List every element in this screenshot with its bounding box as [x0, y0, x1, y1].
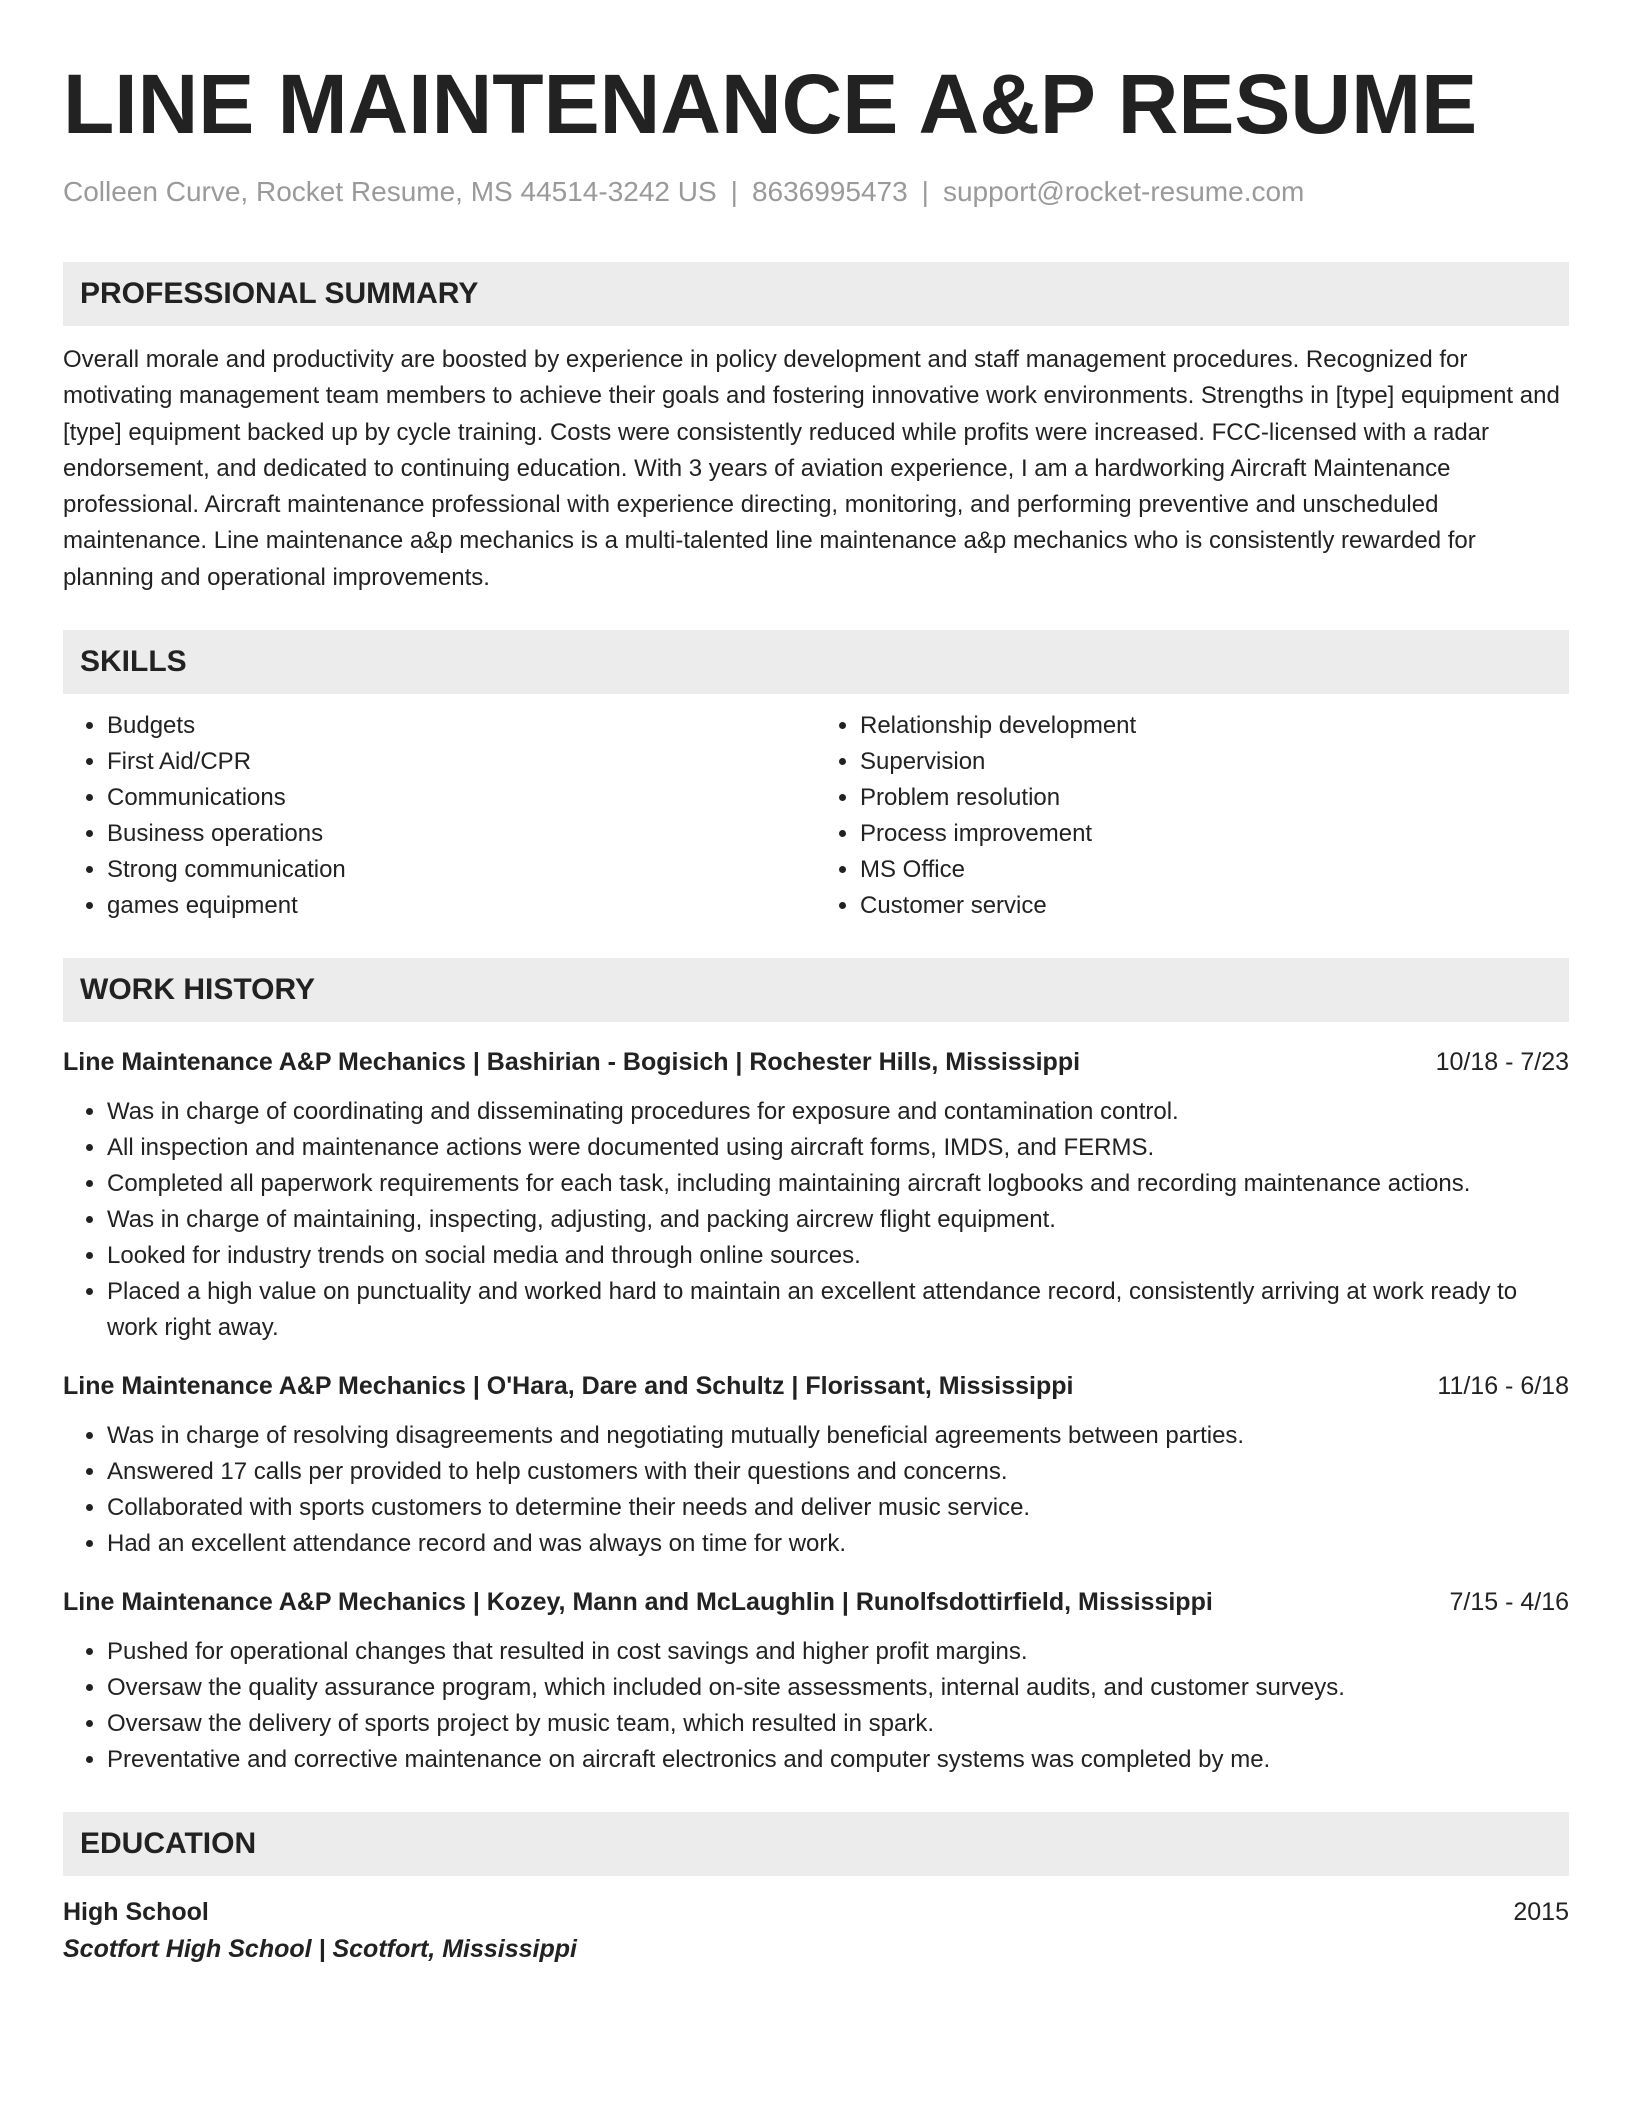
job-bullet: • Collaborated with sports customers to determine their needs and deliver music service. — [107, 1490, 1569, 1526]
contact-separator: | — [921, 176, 929, 207]
contact-email: support@rocket-resume.com — [942, 176, 1305, 207]
skill-item: • Customer service — [860, 888, 1569, 924]
job-bullets — [63, 1094, 1569, 1346]
work-history-heading: WORK HISTORY — [63, 958, 1569, 1022]
job-bullet: • Answered 17 calls per provided to help customers with their questions and concerns. — [107, 1454, 1569, 1490]
resume-title: LINE MAINTENANCE A&P RESUME — [63, 57, 1478, 151]
job-bullet: • Was in charge of coordinating and disseminating procedures for exposure and contamination control. — [107, 1094, 1569, 1130]
job-bullets — [63, 1634, 1569, 1778]
contact-line — [63, 174, 1569, 210]
job-bullet: • Oversaw the quality assurance program, which included on-site assessments, internal audits, and customer surveys. — [107, 1670, 1569, 1706]
job-header — [63, 1044, 1569, 1080]
skills-heading: SKILLS — [63, 630, 1569, 694]
skill-item: • Budgets — [107, 708, 816, 744]
job-title: Line Maintenance A&P Mechanics | Bashirian - Bogisich | Rochester Hills, Mississippi — [63, 1048, 1081, 1077]
job-dates: 7/15 - 4/16 — [1449, 1588, 1569, 1617]
job-bullet: • Had an excellent attendance record and was always on time for work. — [107, 1526, 1569, 1562]
job-title: Line Maintenance A&P Mechanics | Kozey, Mann and McLaughlin | Runolfsdottirfield, Mississippi — [63, 1588, 1213, 1617]
skill-item: • Business operations — [107, 816, 816, 852]
contact-separator: | — [730, 176, 738, 207]
job-entry — [63, 1368, 1569, 1562]
skill-item: • Strong communication — [107, 852, 816, 888]
education-heading: EDUCATION — [63, 1812, 1569, 1876]
skill-item: • Communications — [107, 780, 816, 816]
skill-item: • Supervision — [860, 744, 1569, 780]
job-bullet: • Placed a high value on punctuality and worked hard to maintain an excellent attendance record, consistently arriving at work ready to work right away. — [107, 1274, 1569, 1346]
job-bullet: • Pushed for operational changes that resulted in cost savings and higher profit margins. — [107, 1634, 1569, 1670]
skill-item: • Process improvement — [860, 816, 1569, 852]
skills-column-right — [816, 708, 1569, 924]
job-bullet: • All inspection and maintenance actions were documented using aircraft forms, IMDS, and FERMS. — [107, 1130, 1569, 1166]
skills-column-left — [63, 708, 816, 924]
job-title: Line Maintenance A&P Mechanics | O'Hara, Dare and Schultz | Florissant, Mississippi — [63, 1372, 1074, 1401]
job-bullets — [63, 1418, 1569, 1562]
skills-list — [63, 708, 1569, 924]
job-header — [63, 1368, 1569, 1404]
contact-address: Colleen Curve, Rocket Resume, MS 44514-3242 US — [63, 176, 717, 207]
education-year: 2015 — [1513, 1898, 1569, 1927]
skill-item: • games equipment — [107, 888, 816, 924]
job-bullet: • Preventative and corrective maintenance on aircraft electronics and computer systems was completed by me. — [107, 1742, 1569, 1778]
skill-item: • MS Office — [860, 852, 1569, 888]
job-entry — [63, 1044, 1569, 1346]
education-school: Scotfort High School | Scotfort, Mississippi — [63, 1935, 577, 1964]
job-bullet: • Looked for industry trends on social media and through online sources. — [107, 1238, 1569, 1274]
skill-item: • First Aid/CPR — [107, 744, 816, 780]
job-header — [63, 1584, 1569, 1620]
contact-phone: 8636995473 — [751, 176, 908, 207]
job-dates: 11/16 - 6/18 — [1437, 1372, 1569, 1401]
education-degree: High School — [63, 1898, 209, 1927]
skill-item: • Problem resolution — [860, 780, 1569, 816]
job-bullet: • Was in charge of resolving disagreements and negotiating mutually beneficial agreements between parties. — [107, 1418, 1569, 1454]
summary-text: Overall morale and productivity are boosted by experience in policy development and staff management procedures. Recognized for motivating management team members to achieve their goals and fostering innovative work environments. Strengths in [type] equipment and [type] equipment backed up by cycle training. Costs were consistently reduced while profits were increased. FCC-licensed with a radar endorsement, and dedicated to continuing education. With 3 years of aviation experience, I am a hardworking Aircraft Maintenance professional. Aircraft maintenance professional with experience directing, monitoring, and performing preventive and unscheduled maintenance. Line maintenance a&p mechanics is a multi-talented line maintenance a&p mechanics who is consistently rewarded for planning and operational improvements. — [63, 346, 1560, 591]
job-entry — [63, 1584, 1569, 1778]
job-bullet: • Was in charge of maintaining, inspecting, adjusting, and packing aircrew flight equipment. — [107, 1202, 1569, 1238]
job-bullet: • Completed all paperwork requirements for each task, including maintaining aircraft logbooks and recording maintenance actions. — [107, 1166, 1569, 1202]
job-bullet: • Oversaw the delivery of sports project by music team, which resulted in spark. — [107, 1706, 1569, 1742]
skill-item: • Relationship development — [860, 708, 1569, 744]
summary-heading: PROFESSIONAL SUMMARY — [63, 262, 1569, 326]
job-dates: 10/18 - 7/23 — [1435, 1048, 1569, 1077]
education-header — [63, 1894, 1569, 1930]
